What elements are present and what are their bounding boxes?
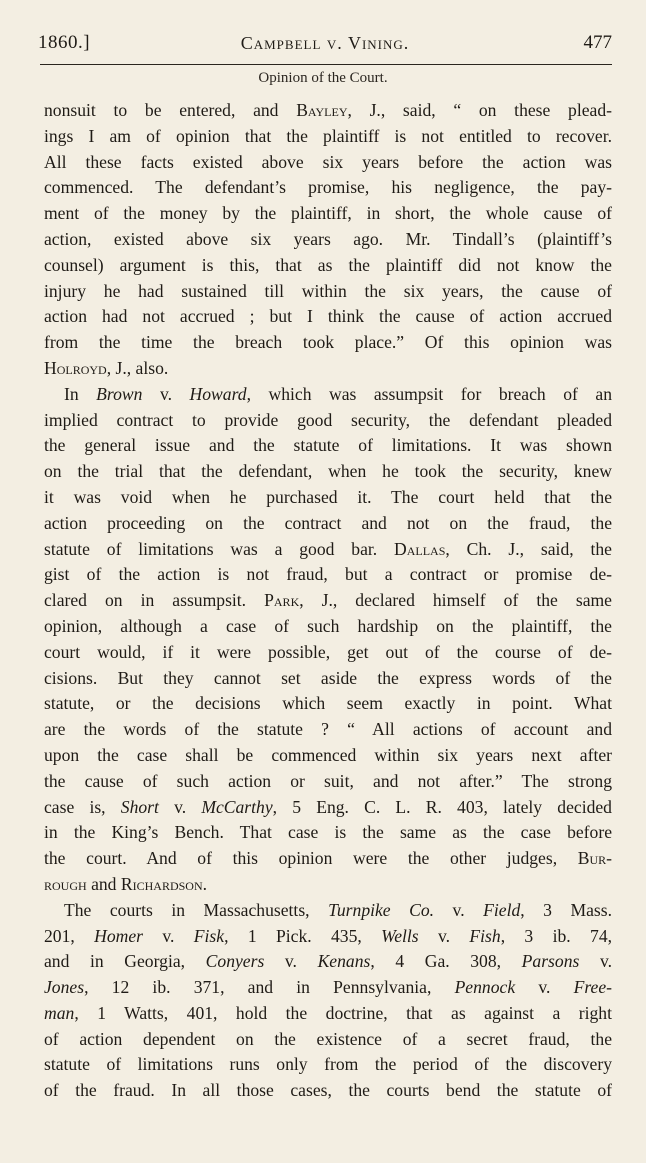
text-line: in the King’s Bench. That case is the same as the case before <box>44 822 612 843</box>
body-text <box>44 98 612 1104</box>
text-line: man, 1 Watts, 401, hold the doctrine, that as against a right <box>44 1002 612 1023</box>
text-line: on the trial that the defendant, when he took the security, knew <box>44 461 612 482</box>
text-line: 201, Homer v. Fisk, 1 Pick. 435, Wells v. Fish, 3 ib. 74, <box>44 925 613 946</box>
text-line: clared on in assumpsit. Park, J., declared himself of the same <box>44 590 612 611</box>
section-heading: Opinion of the Court. <box>258 70 388 86</box>
text-line: of the fraud. In all those cases, the courts bend the statute of <box>44 1080 612 1101</box>
text-line: upon the case shall be commenced within six years next after <box>44 744 612 765</box>
text-line: statute, or the decisions which seem exactly in point. What <box>44 693 612 714</box>
text-line: statute of limitations was a good bar. Dallas, Ch. J., said, the <box>44 538 612 559</box>
running-head <box>38 32 612 60</box>
text-line: opinion, although a case of such hardship on the plaintiff, the <box>44 615 612 636</box>
text-line: court would, if it were possible, get out of the course of de- <box>44 641 612 662</box>
text-line: Holroyd, J., also. <box>44 357 169 378</box>
text-line: case is, Short v. McCarthy, 5 Eng. C. L. R. 403, lately decided <box>44 796 612 817</box>
header-case-title: Campbell v. Vining. <box>240 33 410 53</box>
page-number: 477 <box>583 32 612 53</box>
text-line: counsel) argument is this, that as the plaintiff did not know the <box>44 254 612 275</box>
text-line: ment of the money by the plaintiff, in short, the whole cause of <box>44 203 612 224</box>
text-line: ings I am of opinion that the plaintiff is not entitled to recover. <box>44 125 612 146</box>
text-line: of action dependent on the existence of a secret fraud, the <box>44 1028 612 1049</box>
text-line: cisions. But they cannot set aside the express words of the <box>44 667 612 688</box>
text-line: The courts in Massachusetts, Turnpike Co. v. Field, 3 Mass. <box>64 899 613 920</box>
text-line: gist of the action is not fraud, but a contract or promise de- <box>44 564 612 585</box>
text-line: In Brown v. Howard, which was assumpsit for breach of an <box>64 383 612 404</box>
text-line: injury he had sustained till within the six years, the cause of <box>44 280 612 301</box>
text-line: it was void when he purchased it. The court held that the <box>44 486 612 507</box>
header-year: 1860.] <box>38 32 91 53</box>
text-line: statute of limitations runs only from the period of the discovery <box>44 1054 612 1075</box>
text-line: and in Georgia, Conyers v. Kenans, 4 Ga. 308, Parsons v. <box>44 951 612 972</box>
text-line: All these facts existed above six years before the action was <box>44 151 612 172</box>
text-line: the general issue and the statute of limitations. It was shown <box>44 435 612 456</box>
text-line: the court. And of this opinion were the other judges, Bur- <box>44 848 612 869</box>
text-line: rough and Richardson. <box>44 873 208 894</box>
header-rule <box>40 64 612 65</box>
text-line: Jones, 12 ib. 371, and in Pennsylvania, Pennock v. Free- <box>44 977 612 998</box>
text-line: are the words of the statute ? “ All actions of account and <box>44 719 612 740</box>
text-line: the cause of such action or suit, and not after.” The strong <box>44 770 612 791</box>
text-line: from the time the breach took place.” Of this opinion was <box>44 332 612 353</box>
text-line: implied contract to provide good security, the defendant pleaded <box>44 409 612 430</box>
text-line: action had not accrued ; but I think the cause of action accrued <box>44 306 612 327</box>
text-line: action proceeding on the contract and not on the fraud, the <box>44 512 612 533</box>
text-line: action, existed above six years ago. Mr. Tindall’s (plaintiff’s <box>44 228 612 249</box>
text-line: nonsuit to be entered, and Bayley, J., said, “ on these plead- <box>44 100 612 120</box>
text-line: commenced. The defendant’s promise, his negligence, the pay- <box>44 177 612 198</box>
